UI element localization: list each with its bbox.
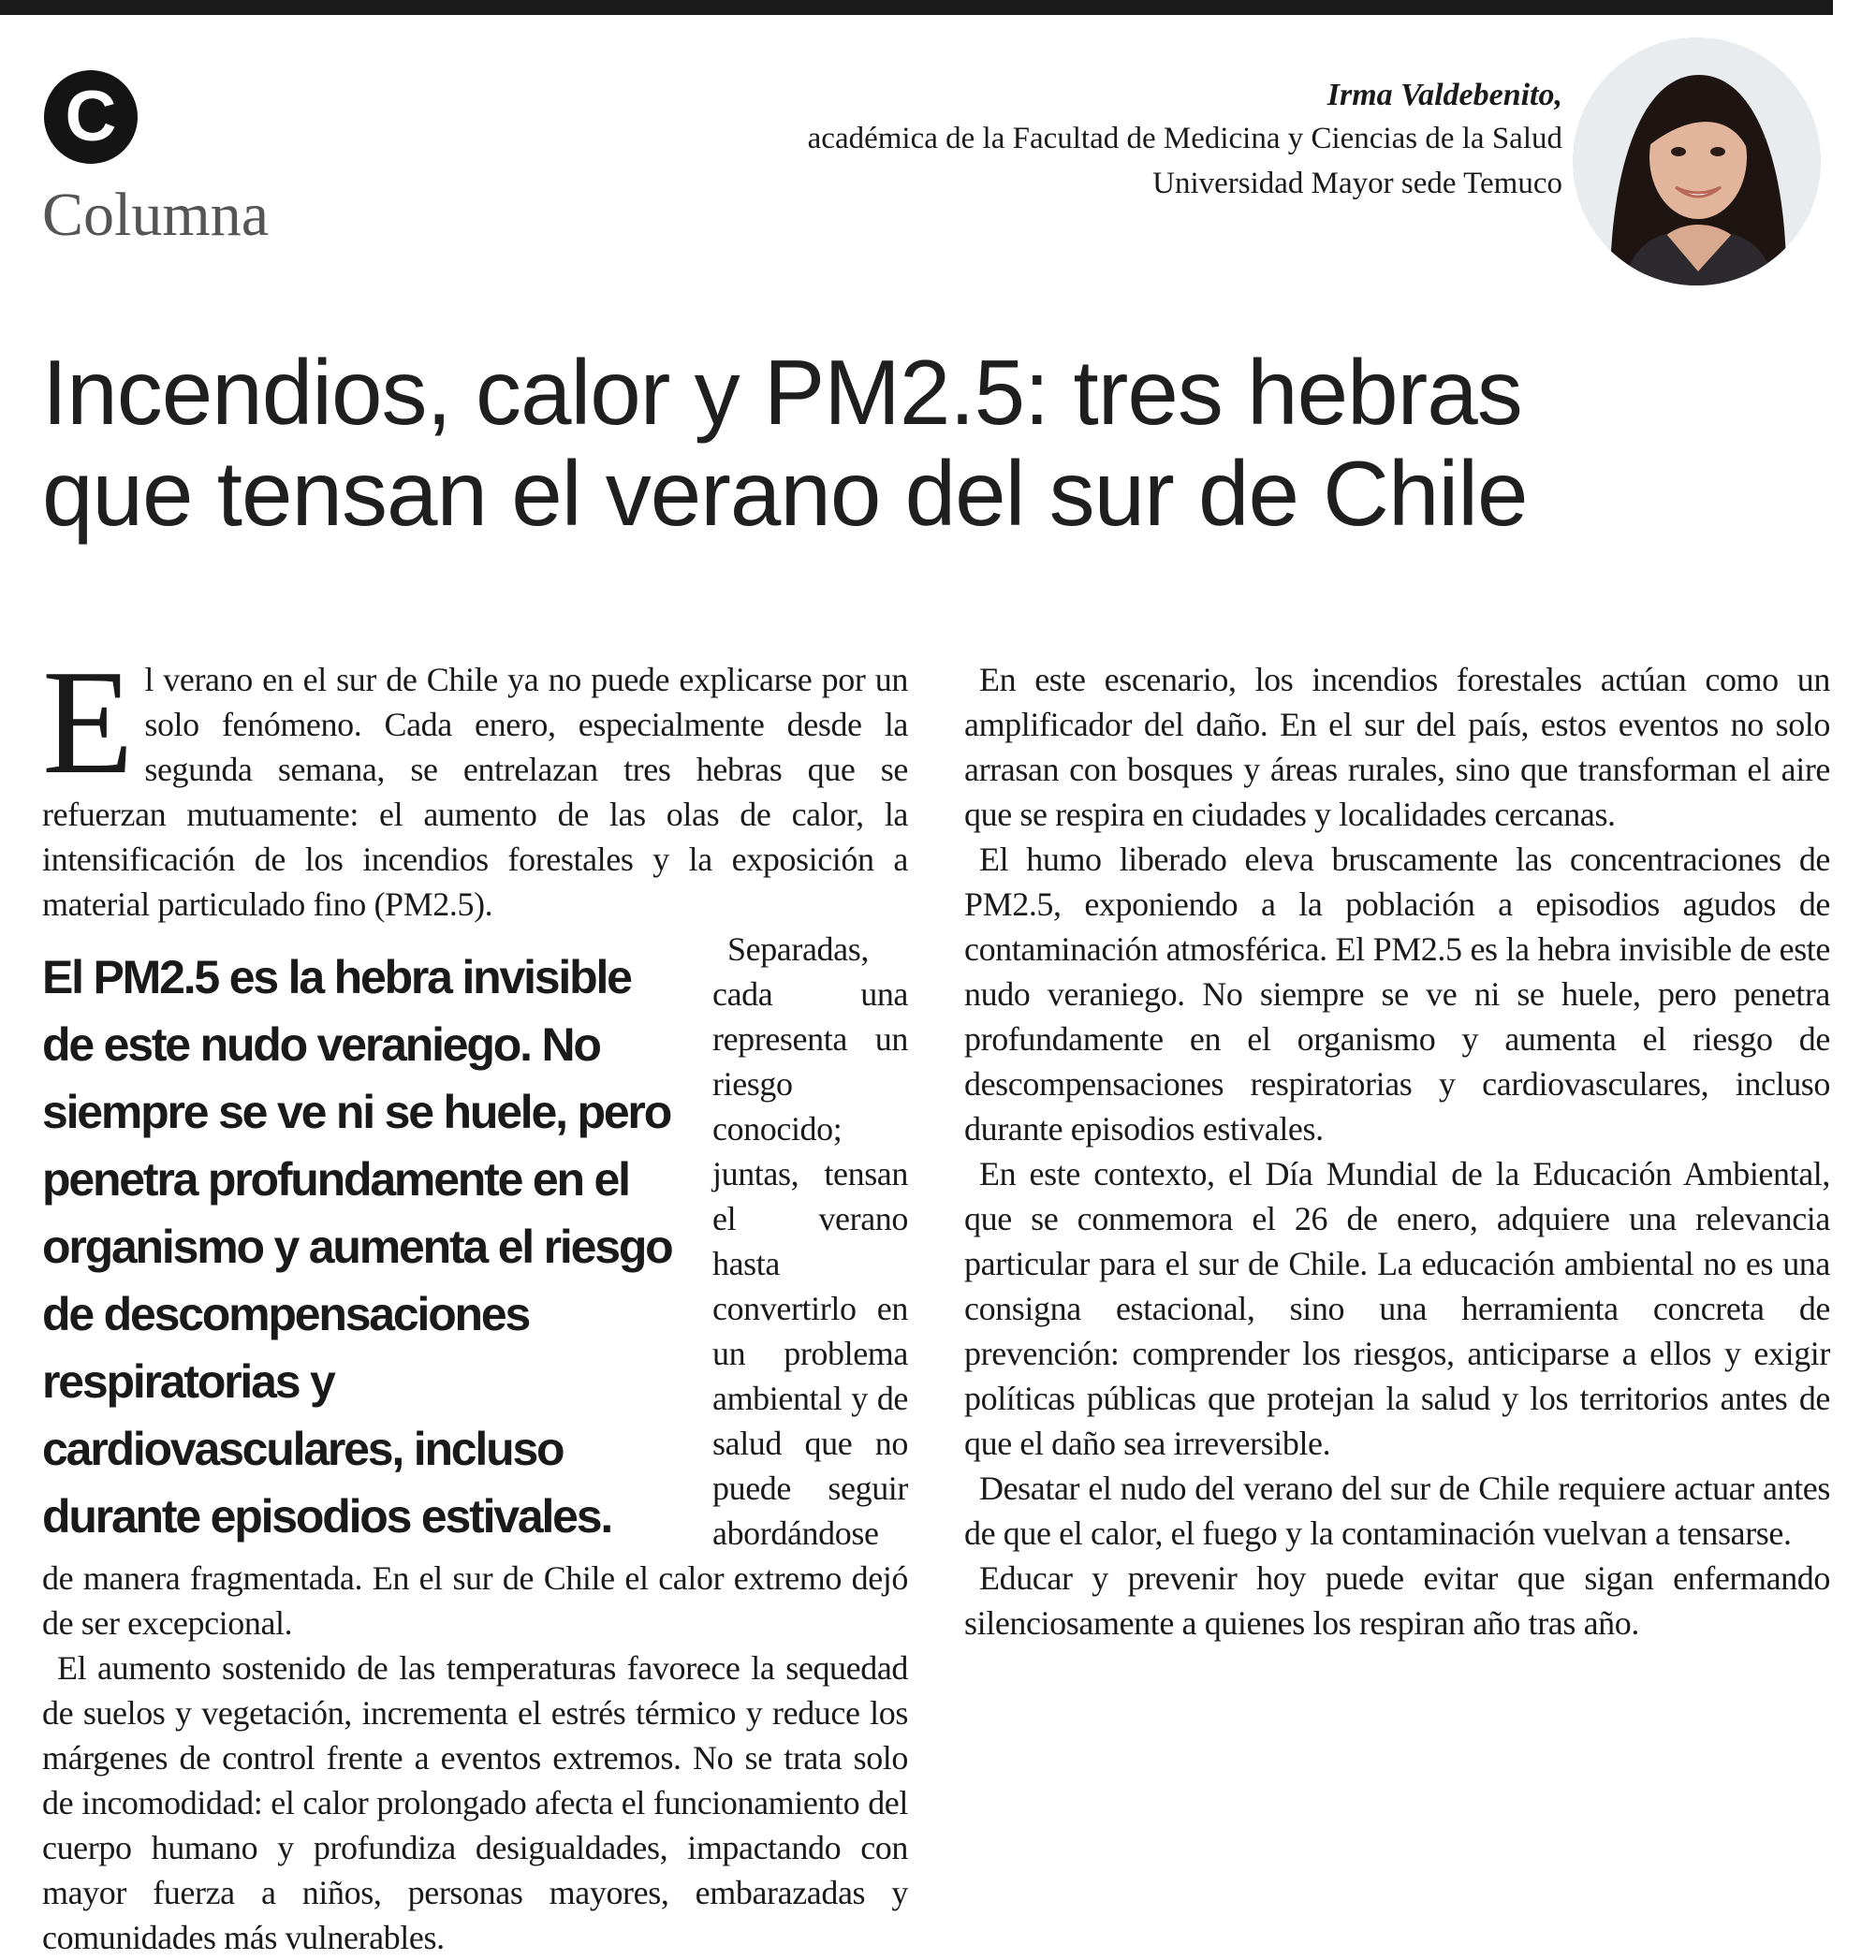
paragraph-1 bbox=[42, 638, 908, 927]
top-rule bbox=[0, 0, 1833, 15]
paragraph-5: El humo liberado eleva bruscamente las concentraciones de PM2.5, exponiendo a la población a episodios agudos de contaminación atmosférica. El PM2.5 es la hebra invisible de este nudo veraniego. No siempre se ve ni se huele, pero penetra profundamente en el organismo y aumenta el riesgo de descompensaciones respiratorias y cardiovasculares, incluso durante episodios estivales. bbox=[964, 841, 1830, 1148]
pullquote: El PM2.5 es la hebra invisible de este nudo veraniego. No siempre se ve ni se huele, pero penetra profundamente en el organismo y aumenta el riesgo de descompensaciones respiratorias y cardiovasculares, incluso durante episodios estivales. bbox=[42, 951, 672, 1543]
author-portrait-image bbox=[1573, 37, 1821, 285]
article-column-left bbox=[42, 638, 908, 1960]
author-name: Irma Valdebenito, bbox=[1326, 78, 1562, 112]
paragraph-8: Educar y prevenir hoy puede evitar que sigan enfermando silenciosamente a quienes los respiran año tras año. bbox=[964, 1559, 1830, 1642]
paragraph-6: En este contexto, el Día Mundial de la Educación Ambiental, que se conmemora el 26 de enero, adquiere una relevancia particular para el sur de Chile. La educación ambiental no es una consigna estacional, sino una herramienta concreta de prevención: comprender los riesgos, anticiparse a ellos y exigir políticas públicas que protejan la salud y los territorios antes de que el daño sea irreversible. bbox=[964, 1155, 1830, 1462]
paragraph-2: Separadas, cada una representa un riesgo conocido; juntas, tensan el verano hasta convertirlo en un problema ambiental y de salud que no puede seguir abordándose de manera fragmentada. En el sur de Chile el calor extremo dejó de ser excepcional. bbox=[42, 930, 908, 1642]
dropcap: E bbox=[42, 638, 134, 805]
paragraph-3: El aumento sostenido de las temperaturas favorece la sequedad de suelos y vegetación, incrementa el estrés térmico y reduce los márgenes de control frente a eventos extremos. No se trata solo de incomodidad: el calor prolongado afecta el funcionamiento del cuerpo humano y profundiza desigualdades, impactando con mayor fuerza a niños, personas mayores, embarazadas y comunidades más vulnerables. bbox=[42, 1649, 908, 1956]
paragraph-1-text: l verano en el sur de Chile ya no puede explicarse por un solo fenómeno. Cada enero, especialmente desde la segunda semana, se entrelazan tres hebras que se refuerzan mutuamente: el aumento de las olas de calor, la intensificación de los incendios forestales y la exposición a material particulado fino (PM2.5). bbox=[42, 661, 908, 923]
paragraph-4: En este escenario, los incendios forestales actúan como un amplificador del daño. En el sur del país, estos eventos no solo arrasan con bosques y áreas rurales, sino que transforman el aire que se respira en ciudades y localidades cercanas. bbox=[964, 661, 1830, 833]
section-label: Columna bbox=[42, 181, 269, 249]
headline: Incendios, calor y PM2.5: tres hebras que tensan el verano del sur de Chile bbox=[42, 341, 1528, 545]
paragraph-7: Desatar el nudo del verano del sur de Chile requiere actuar antes de que el calor, el fuego y la contaminación vuelvan a tensarse. bbox=[964, 1470, 1830, 1552]
pullquote-wrap bbox=[42, 927, 908, 1646]
byline bbox=[757, 75, 1562, 206]
section-badge: C bbox=[44, 70, 138, 164]
author-role: académica de la Facultad de Medicina y Ciencias de la Salud Universidad Mayor sede Temuco bbox=[807, 122, 1562, 200]
article-column-right bbox=[964, 657, 1830, 1646]
author-photo bbox=[1573, 37, 1821, 285]
